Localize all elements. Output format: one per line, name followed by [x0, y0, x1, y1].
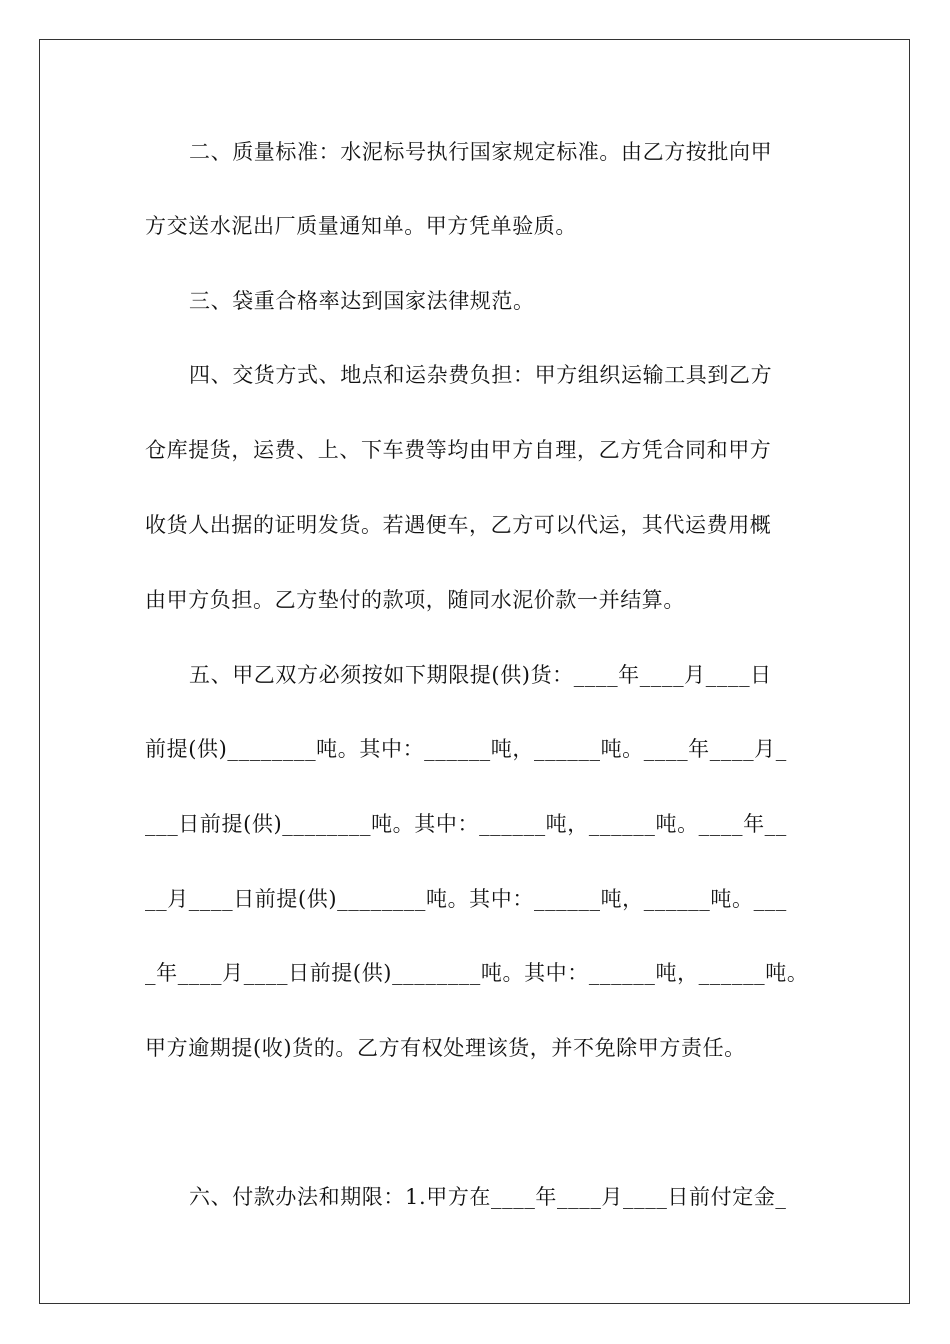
- clause-4-line-2: 仓库提货，运费、上、下车费等均由甲方自理，乙方凭合同和甲方: [145, 438, 772, 462]
- clause-5-line-4: __月____日前提(供)________吨。其中：______吨，______吨。___: [145, 887, 787, 911]
- clause-4-line-1: 四、交货方式、地点和运杂费负担：甲方组织运输工具到乙方: [189, 363, 773, 387]
- clause-5-line-5: _年____月____日前提(供)________吨。其中：______吨，______吨。: [145, 961, 809, 985]
- clause-4-line-3: 收货人出据的证明发货。若遇便车，乙方可以代运，其代运费用概: [145, 513, 772, 537]
- clause-5-line-2: 前提(供)________吨。其中：______吨，______吨。____年____月_: [145, 737, 787, 761]
- clause-2-line-1: 二、质量标准：水泥标号执行国家规定标准。由乙方按批向甲: [189, 140, 773, 164]
- clause-6-line-1: 六、付款办法和期限：1.甲方在____年____月____日前付定金_: [189, 1185, 787, 1209]
- clause-4-line-4: 由甲方负担。乙方垫付的款项，随同水泥价款一并结算。: [145, 588, 685, 612]
- clause-5-line-6: 甲方逾期提(收)货的。乙方有权处理该货，并不免除甲方责任。: [145, 1036, 746, 1060]
- clause-3-line-1: 三、袋重合格率达到国家法律规范。: [189, 289, 535, 313]
- clause-5-line-3: ___日前提(供)________吨。其中：______吨，______吨。____年__: [145, 812, 787, 836]
- clause-5-line-1: 五、甲乙双方必须按如下期限提(供)货：____年____月____日: [189, 663, 772, 687]
- clause-2-line-2: 方交送水泥出厂质量通知单。甲方凭单验质。: [145, 214, 577, 238]
